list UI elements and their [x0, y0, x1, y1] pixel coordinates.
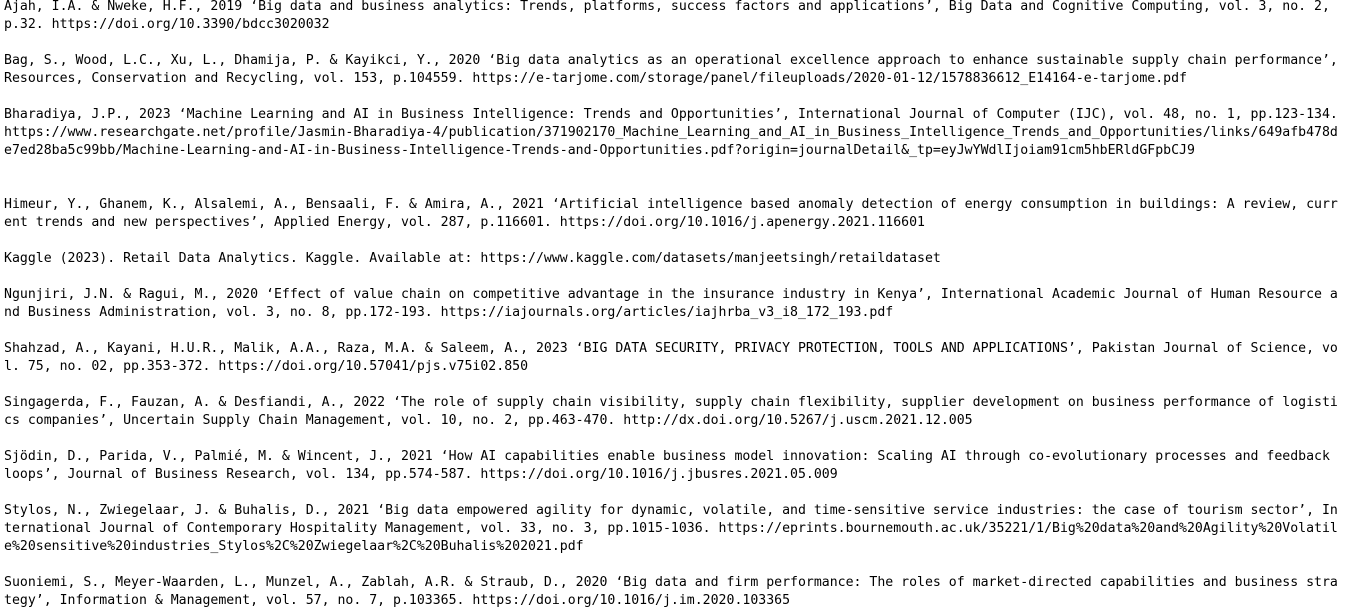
reference-entry: Kaggle (2023). Retail Data Analytics. Kaggle. Available at: https://www.kaggle.com/datasets/manjeetsingh/retaildataset [4, 251, 941, 266]
reference-entry: Shahzad, A., Kayani, H.U.R., Malik, A.A., Raza, M.A. & Saleem, A., 2023 ‘BIG DATA SECURITY, PRIVACY PROTECTION, TOOLS AND APPLICATIONS’, Pakistan Journal of Science, vol. 75, no. 02, pp.353-372. https://doi.org/10.57041/pjs.v75i02.850 [4, 341, 1338, 374]
reference-entry: Ajah, I.A. & Nweke, H.F., 2019 ‘Big data and business analytics: Trends, platforms, success factors and applications’, Big Data and Cognitive Computing, vol. 3, no. 2, p.32. https://doi.org/10.3390/bdcc3020032 [4, 0, 1338, 32]
reference-entry: Stylos, N., Zwiegelaar, J. & Buhalis, D., 2021 ‘Big data empowered agility for dynamic, volatile, and time-sensitive service industries: the case of tourism sector’, International Journal of Contemporary Hospitality Management, vol. 33, no. 3, pp.1015-1036. https://eprints.bournemouth.ac.uk/35221/1/Big%20data%20and%20Agility%20Volatile%20sensitive%20industries_Stylos%2C%20Zwiegelaar%2C%20Buhalis%202021.pdf [4, 503, 1338, 554]
reference-entry: Suoniemi, S., Meyer-Waarden, L., Munzel, A., Zablah, A.R. & Straub, D., 2020 ‘Big data and firm performance: The roles of market-directed capabilities and business strategy’, Information & Management, vol. 57, no. 7, p.103365. https://doi.org/10.1016/j.im.2020.103365 [4, 575, 1338, 608]
reference-entry: Bharadiya, J.P., 2023 ‘Machine Learning and AI in Business Intelligence: Trends and Opportunities’, International Journal of Computer (IJC), vol. 48, no. 1, pp.123-134. https://www.researchgate.net/profile/Jasmin-Bharadiya-4/publication/371902170_Machine_Learning_and_AI_in_Business_Intelligence_Trends_and_Opportunities/links/649afb478de7ed28ba5c99bb/Machine-Learning-and-AI-in-Business-Intelligence-Trends-and-Opportunities.pdf?origin=journalDetail&_tp=eyJwYWdlIjoiam91cm5hbERldGFpbCJ9 [4, 107, 1346, 158]
reference-entry: Sjödin, D., Parida, V., Palmié, M. & Wincent, J., 2021 ‘How AI capabilities enable business model innovation: Scaling AI through co-evolutionary processes and feedback loops’, Journal of Business Research, vol. 134, pp.574-587. https://doi.org/10.1016/j.jbusres.2021.05.009 [4, 449, 1338, 482]
reference-entry: Singagerda, F., Fauzan, A. & Desfiandi, A., 2022 ‘The role of supply chain visibility, supply chain flexibility, supplier development on business performance of logistics companies’, Uncertain Supply Chain Management, vol. 10, no. 2, pp.463-470. http://dx.doi.org/10.5267/j.uscm.2021.12.005 [4, 395, 1338, 428]
reference-entry: Ngunjiri, J.N. & Ragui, M., 2020 ‘Effect of value chain on competitive advantage in the insurance industry in Kenya’, International Academic Journal of Human Resource and Business Administration, vol. 3, no. 8, pp.172-193. https://iajournals.org/articles/iajhrba_v3_i8_172_193.pdf [4, 287, 1338, 320]
reference-entry: Himeur, Y., Ghanem, K., Alsalemi, A., Bensaali, F. & Amira, A., 2021 ‘Artificial intelligence based anomaly detection of energy consumption in buildings: A review, current trends and new perspectives’, Applied Energy, vol. 287, p.116601. https://doi.org/10.1016/j.apenergy.2021.116601 [4, 197, 1338, 230]
reference-entry: Bag, S., Wood, L.C., Xu, L., Dhamija, P. & Kayikci, Y., 2020 ‘Big data analytics as an operational excellence approach to enhance sustainable supply chain performance’, Resources, Conservation and Recycling, vol. 153, p.104559. https://e-tarjome.com/storage/panel/fileuploads/2020-01-12/1578836612_E14164-e-tarjome.pdf [4, 53, 1346, 86]
